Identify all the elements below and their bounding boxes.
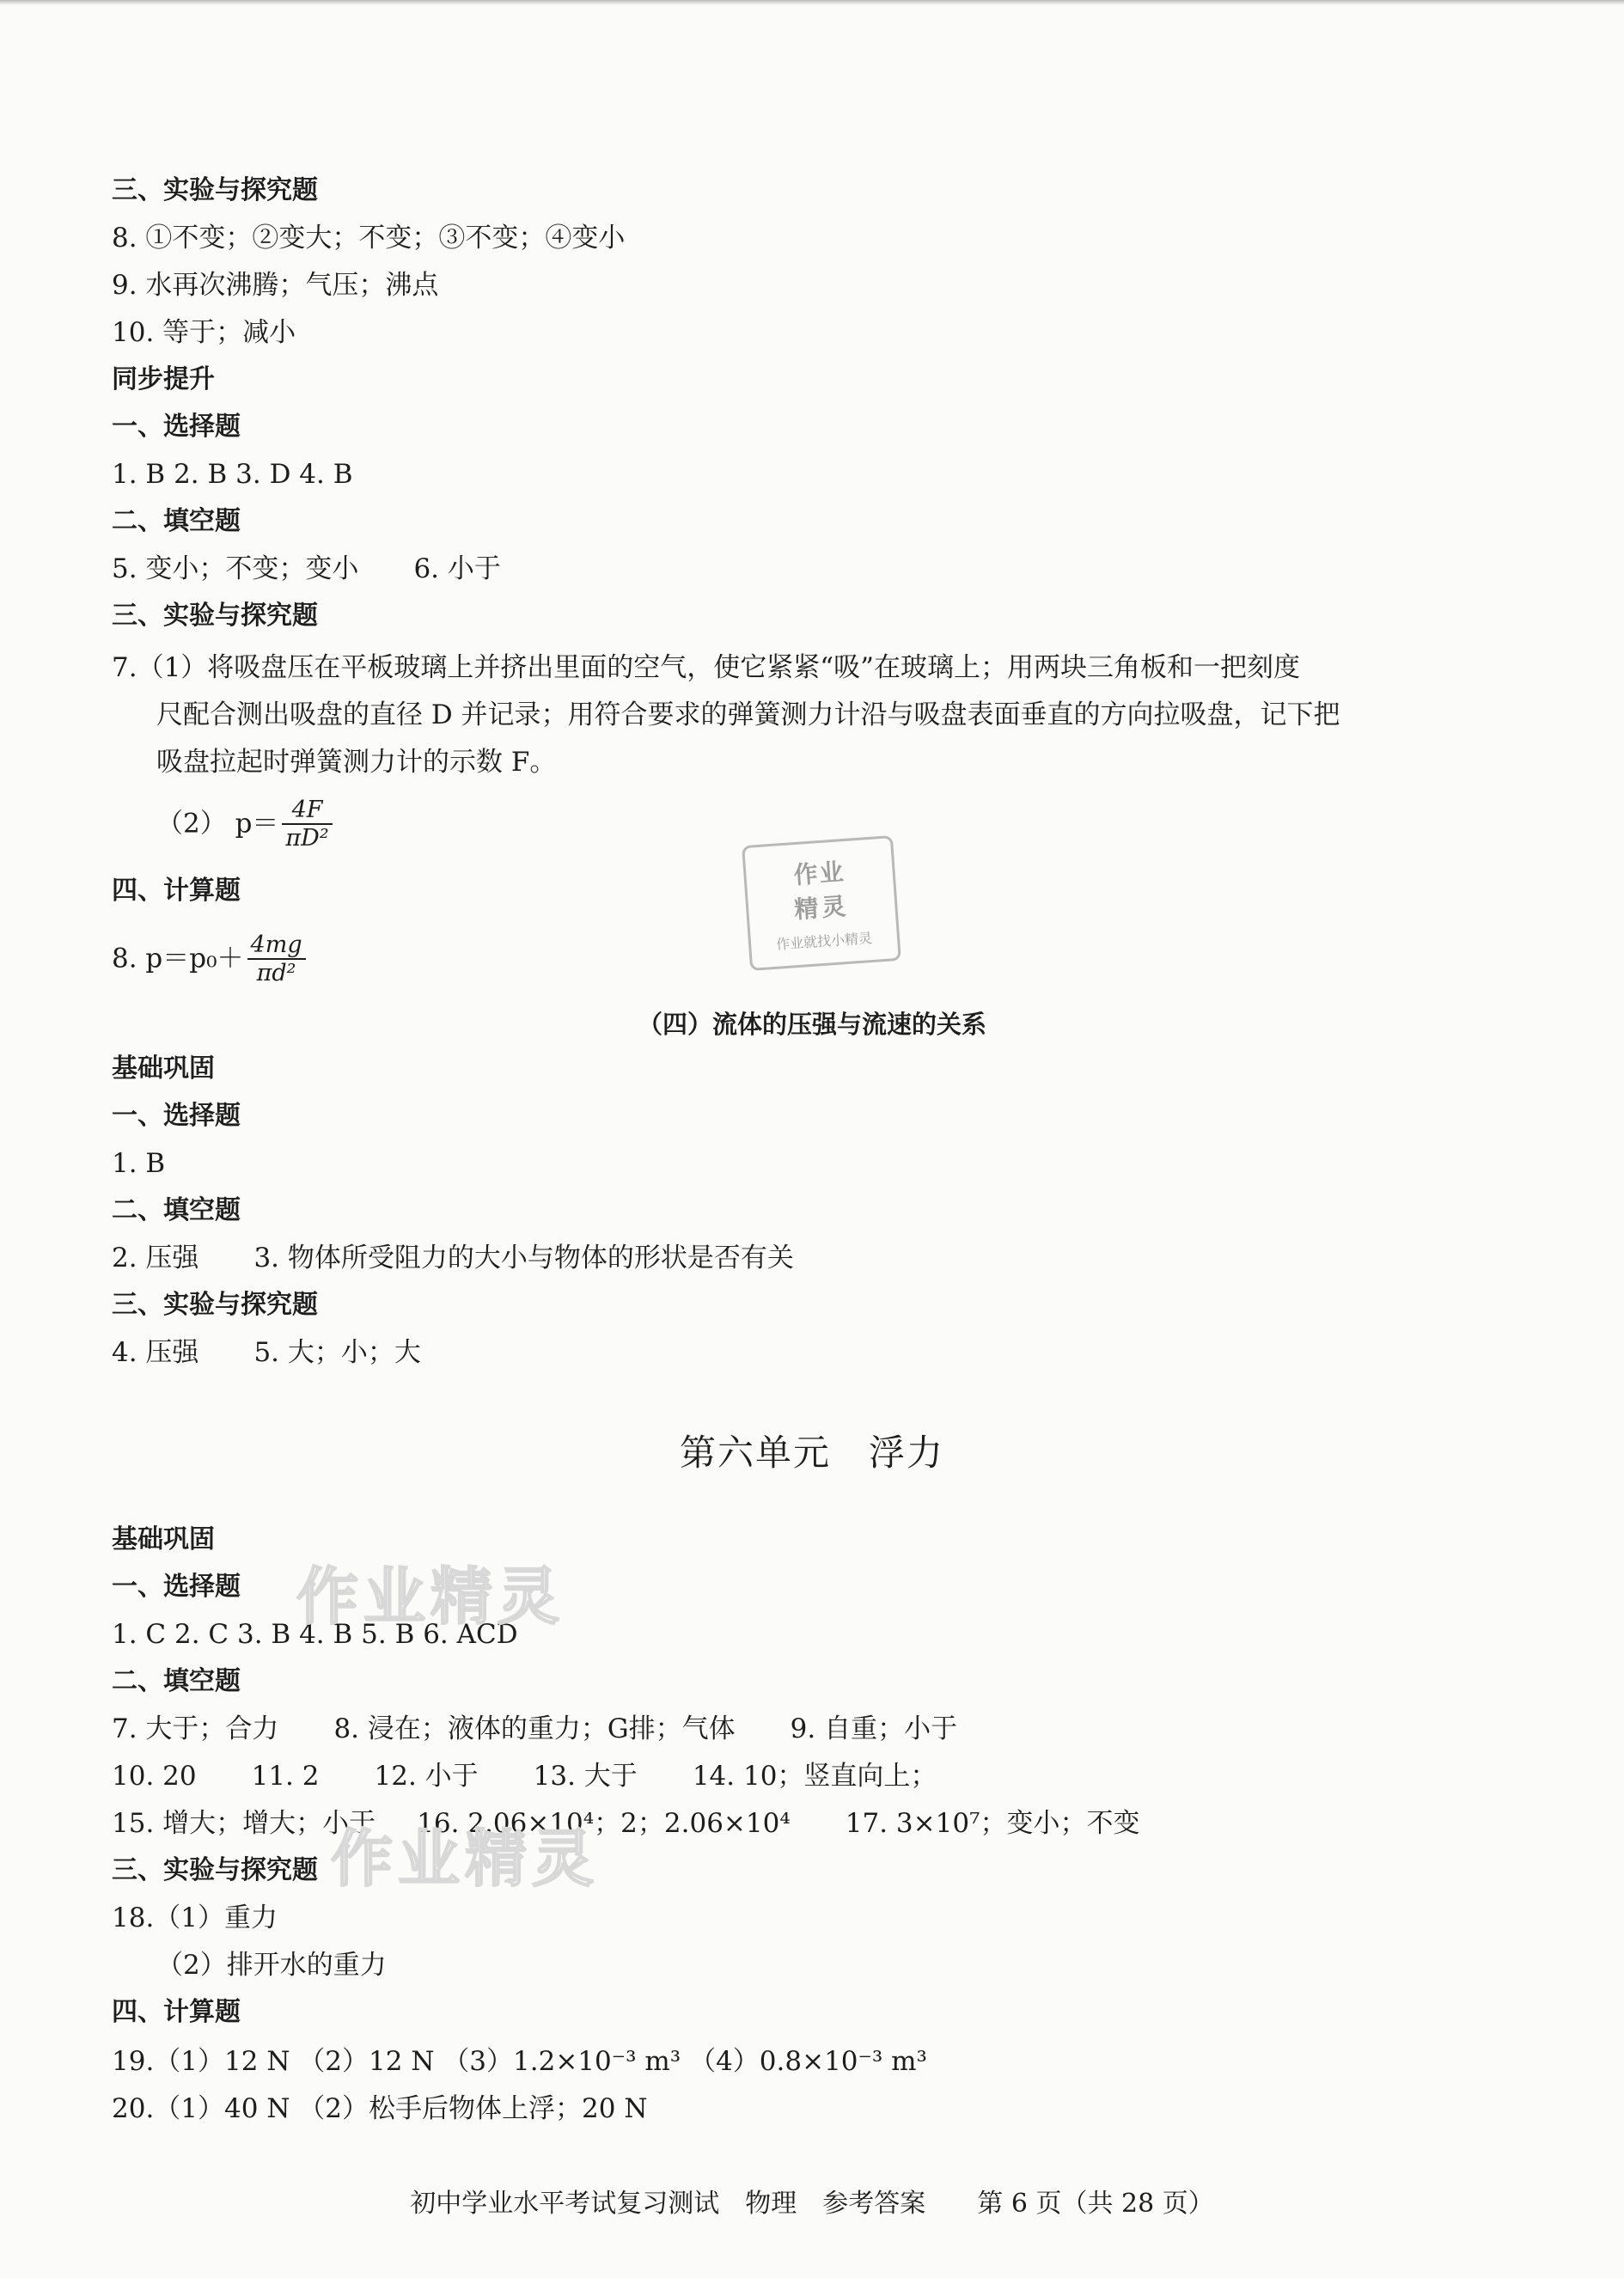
unit-title: 第六单元 浮力 xyxy=(679,1432,944,1474)
answer-line: 19.（1）12 N （2）12 N （3）1.2×10⁻³ m³ （4）0.8×10⁻³ m³ xyxy=(112,2046,927,2077)
answer-item: 9. 自重；小于 xyxy=(790,1713,958,1744)
heading-calc: 四、计算题 xyxy=(112,876,241,906)
answer-item: 12. 小于 xyxy=(374,1761,479,1792)
heading-choice: 一、选择题 xyxy=(112,1572,241,1602)
answer-item: 10. 20 xyxy=(112,1761,197,1792)
answer-item: 15. 增大；增大；小于 xyxy=(112,1808,376,1839)
answer-line: 1. B 2. B 3. D 4. B xyxy=(112,459,353,490)
answer-line: 吸盘拉起时弹簧测力计的示数 F。 xyxy=(156,747,557,778)
heading-fill: 二、填空题 xyxy=(112,1195,241,1225)
answer-item: 14. 10；竖直向上； xyxy=(692,1761,937,1792)
stamp-text: 精灵 xyxy=(793,891,851,925)
answer-line xyxy=(112,1239,794,1277)
answer-item: 8. 浸在；液体的重力；G排；气体 xyxy=(333,1713,736,1744)
answer-item: 3. 物体所受阻力的大小与物体的形状是否有关 xyxy=(253,1243,794,1273)
heading-experiment: 三、实验与探究题 xyxy=(112,1290,318,1320)
heading-fill: 二、填空题 xyxy=(112,506,241,536)
answer-item: 17. 3×10⁷；变小；不变 xyxy=(845,1808,1140,1839)
answer-line: 9. 水再次沸腾；气压；沸点 xyxy=(112,270,439,301)
answer-item: 7. 大于；合力 xyxy=(112,1713,279,1744)
scan-edge xyxy=(0,0,1624,5)
fraction-denominator: πd² xyxy=(256,960,296,986)
heading-basic: 基础巩固 xyxy=(112,1053,215,1084)
stamp-text: 作业 xyxy=(792,858,846,890)
formula-prefix: 8. p＝p₀＋ xyxy=(112,943,244,974)
section-title: （四）流体的压强与流速的关系 xyxy=(637,1010,986,1039)
answer-line: 1. B xyxy=(112,1148,166,1179)
page-footer: 初中学业水平考试复习测试 物理 参考答案 第 6 页（共 28 页） xyxy=(410,2189,1214,2219)
answer-item: 4. 压强 xyxy=(112,1337,199,1368)
heading-experiment: 三、实验与探究题 xyxy=(112,1855,318,1885)
stamp-logo xyxy=(742,835,901,971)
fraction xyxy=(282,797,332,852)
heading-choice: 一、选择题 xyxy=(112,1101,241,1131)
heading-choice: 一、选择题 xyxy=(112,412,241,442)
answer-line: 18.（1）重力 xyxy=(112,1902,278,1933)
answer-item: 13. 大于 xyxy=(533,1761,638,1792)
answer-item: 5. 大；小；大 xyxy=(253,1337,421,1368)
answer-item: 16. 2.06×10⁴；2；2.06×10⁴ xyxy=(417,1808,791,1839)
formula-pressure xyxy=(112,932,306,987)
formula-prefix: （2） p＝ xyxy=(156,808,279,840)
heading-experiment: 三、实验与探究题 xyxy=(112,175,318,205)
answer-item: 11. 2 xyxy=(251,1761,320,1792)
answer-line: 1. C 2. C 3. B 4. B 5. B 6. ACD xyxy=(112,1619,518,1650)
heading-fill: 二、填空题 xyxy=(112,1666,241,1696)
answer-item: 5. 变小；不变；变小 xyxy=(112,553,359,584)
stamp-text: 作业就找小精灵 xyxy=(775,930,873,953)
answer-line: 20.（1）40 N （2）松手后物体上浮；20 N xyxy=(112,2093,648,2124)
answer-line xyxy=(112,1757,937,1795)
fraction-denominator: πD² xyxy=(285,825,329,852)
fraction-numerator: 4mg xyxy=(247,932,306,960)
answer-line: 尺配合测出吸盘的直径 D 并记录；用符合要求的弹簧测力计沿与吸盘表面垂直的方向拉吸盘，记下把 xyxy=(156,699,1340,730)
answer-line xyxy=(112,550,501,588)
heading-sync: 同步提升 xyxy=(112,364,215,394)
answer-line: （2）排开水的重力 xyxy=(156,1950,387,1981)
fraction-numerator: 4F xyxy=(282,797,332,825)
heading-calc: 四、计算题 xyxy=(112,1997,241,2027)
answer-line: 8. ①不变；②变大；不变；③不变；④变小 xyxy=(112,223,626,253)
answer-line xyxy=(112,1710,957,1748)
answer-line: 7.（1）将吸盘压在平板玻璃上并挤出里面的空气，使它紧紧“吸”在玻璃上；用两块三角板和一把刻度 xyxy=(112,652,1300,683)
answer-line xyxy=(112,1334,421,1371)
heading-basic: 基础巩固 xyxy=(112,1524,215,1554)
watermark: 作业精灵 xyxy=(296,1560,565,1633)
watermark: 作业精灵 xyxy=(331,1823,600,1895)
answer-item: 6. 小于 xyxy=(413,553,501,584)
answer-item: 2. 压强 xyxy=(112,1243,199,1273)
fraction xyxy=(247,932,306,987)
formula-pressure xyxy=(156,797,333,852)
heading-experiment: 三、实验与探究题 xyxy=(112,601,318,631)
answer-line xyxy=(112,1805,1140,1842)
answer-line: 10. 等于；减小 xyxy=(112,317,296,348)
